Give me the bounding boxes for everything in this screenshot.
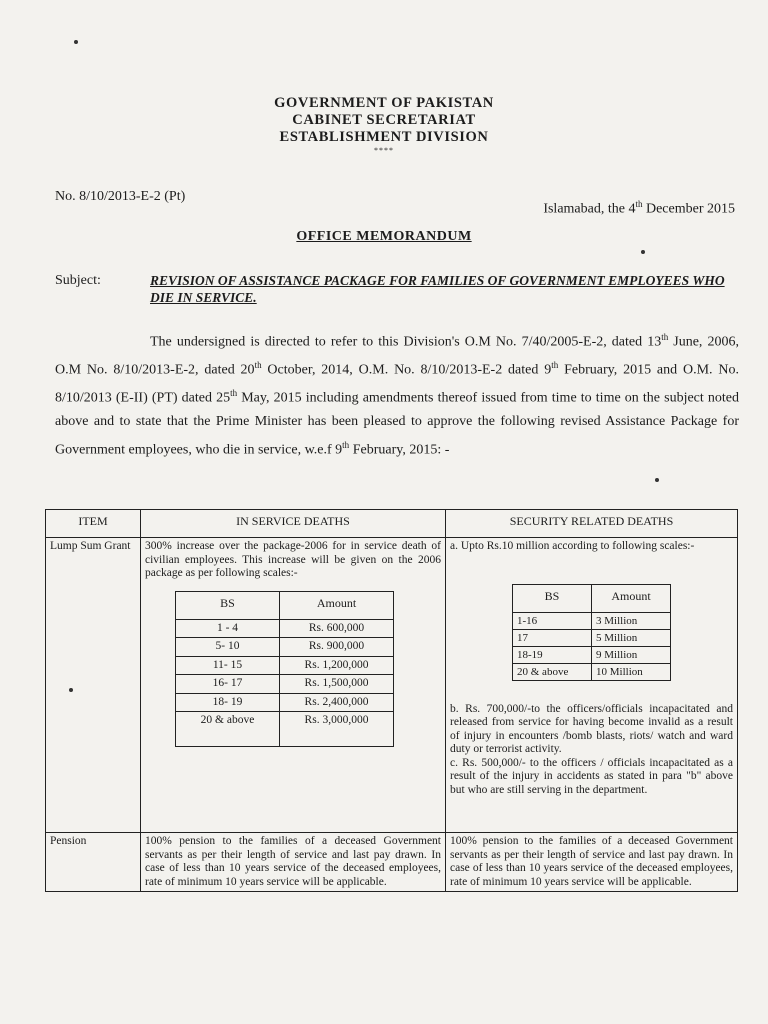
scale-amount: 9 Million bbox=[592, 646, 671, 663]
reference-number: No. 8/10/2013-E-2 (Pt) bbox=[55, 189, 186, 204]
security-scale-table bbox=[512, 584, 671, 681]
item-lump-sum: Lump Sum Grant bbox=[46, 538, 141, 833]
security-clause-c: c. Rs. 500,000/- to the officers / officials incapacitated as a result of the injury in accidents as stated in para "b" above but who are still serving in the department. bbox=[450, 756, 733, 796]
scale-bs: 5- 10 bbox=[176, 638, 280, 657]
pension-security: 100% pension to the families of a deceased Government servants as per their length of service and last pay drawn. In case of less than 10 years service of the deceased employees, rate of minimum 10 years service will be applicable. bbox=[446, 833, 738, 892]
letterhead-secretariat: CABINET SECRETARIAT bbox=[292, 112, 476, 128]
scale-bs: 18-19 bbox=[513, 646, 592, 663]
scale-header-amount: Amount bbox=[592, 584, 671, 612]
scale-amount: Rs. 3,000,000 bbox=[280, 712, 394, 747]
header-in-service: IN SERVICE DEATHS bbox=[141, 510, 446, 538]
scale-amount: Rs. 600,000 bbox=[280, 619, 394, 638]
table-row-pension bbox=[46, 833, 738, 892]
scale-bs: 17 bbox=[513, 629, 592, 646]
letterhead-government: GOVERNMENT OF PAKISTAN bbox=[274, 95, 494, 111]
scale-amount: 5 Million bbox=[592, 629, 671, 646]
table-header-row bbox=[46, 510, 738, 538]
table-row bbox=[176, 675, 394, 694]
lump-sum-in-service-text: 300% increase over the package-2006 for in service death of civilian employees. This increase will be given on the 2006 package as per following scales:- bbox=[145, 540, 441, 579]
scan-speck bbox=[69, 688, 73, 692]
table-row bbox=[176, 693, 394, 712]
pension-in-service: 100% pension to the families of a deceased Government servants as per their length of service and last pay drawn. In case of less than 10 years service of the deceased employees, rate of minimum 10 years service will be applicable. bbox=[141, 833, 446, 892]
scale-bs: 18- 19 bbox=[176, 693, 280, 712]
table-row bbox=[176, 656, 394, 675]
table-row bbox=[176, 619, 394, 638]
scale-bs: 16- 17 bbox=[176, 675, 280, 694]
table-row bbox=[176, 638, 394, 657]
assistance-package-table bbox=[45, 509, 738, 892]
table-row bbox=[176, 712, 394, 747]
scale-amount: Rs. 2,400,000 bbox=[280, 693, 394, 712]
subject-label: Subject: bbox=[55, 273, 101, 288]
scale-header-bs: BS bbox=[513, 584, 592, 612]
header-security: SECURITY RELATED DEATHS bbox=[446, 510, 738, 538]
memo-body: The undersigned is directed to refer to this Division's O.M No. 7/40/2005-E-2, dated 13th June, 2006, O.M No. 8/10/2013-E-2, dated 20th October, 2014, O.M. No. 8/10/2013-E-2 dated 9th February, 2015 and O.M. No. 8/10/2013 (E-II) (PT) dated 25th May, 2015 including amendments thereof issued from time to time on the subject noted above and to state that the Prime Minister has been pleased to approve the following revised Assistance Package for Government employees, who die in service, w.e.f 9th February, 2015: - bbox=[55, 332, 740, 458]
scale-header-amount: Amount bbox=[280, 591, 394, 619]
letterhead bbox=[0, 95, 768, 156]
scale-bs: 1 - 4 bbox=[176, 619, 280, 638]
scale-amount: Rs. 1,200,000 bbox=[280, 656, 394, 675]
scale-amount: Rs. 1,500,000 bbox=[280, 675, 394, 694]
scale-bs: 1-16 bbox=[513, 612, 592, 629]
letterhead-division: ESTABLISHMENT DIVISION bbox=[279, 129, 489, 145]
table-row-lump-sum bbox=[46, 538, 738, 833]
scale-amount: Rs. 900,000 bbox=[280, 638, 394, 657]
security-clause-a: a. Upto Rs.10 million according to following scales:- bbox=[450, 540, 695, 552]
table-row bbox=[513, 646, 671, 663]
memo-date: Islamabad, the 4th December 2015 bbox=[543, 199, 735, 217]
scale-bs: 11- 15 bbox=[176, 656, 280, 675]
scan-speck bbox=[655, 478, 659, 482]
in-service-scale-table bbox=[175, 591, 394, 748]
table-row bbox=[513, 663, 671, 680]
scale-amount: 10 Million bbox=[592, 663, 671, 680]
table-row bbox=[513, 629, 671, 646]
item-pension: Pension bbox=[46, 833, 141, 892]
scale-bs: 20 & above bbox=[513, 663, 592, 680]
scale-header-bs: BS bbox=[176, 591, 280, 619]
scale-bs: 20 & above bbox=[176, 712, 280, 747]
table-row bbox=[513, 584, 671, 612]
memo-title: OFFICE MEMORANDUM bbox=[296, 229, 472, 244]
lump-sum-in-service-cell bbox=[141, 538, 446, 833]
lump-sum-security-cell bbox=[446, 538, 738, 833]
table-row bbox=[176, 591, 394, 619]
letterhead-stars: **** bbox=[374, 146, 394, 155]
scan-speck bbox=[641, 250, 645, 254]
table-row bbox=[513, 612, 671, 629]
header-item: ITEM bbox=[46, 510, 141, 538]
scan-speck bbox=[74, 40, 78, 44]
scale-amount: 3 Million bbox=[592, 612, 671, 629]
security-clause-b: b. Rs. 700,000/-to the officers/officials incapacitated and released from service for having become invalid as a result of injury in encounters /bomb blasts, riots/ watch and ward duty or terrorist activity. bbox=[450, 702, 733, 755]
subject-text: REVISION OF ASSISTANCE PACKAGE FOR FAMILIES OF GOVERNMENT EMPLOYEES WHO DIE IN SERVICE. bbox=[150, 273, 725, 305]
